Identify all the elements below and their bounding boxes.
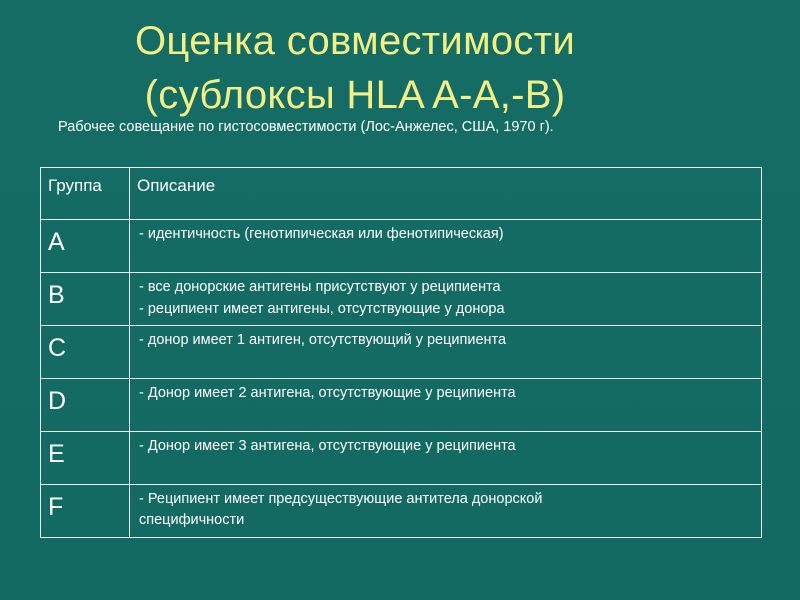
description-line: специфичности [139,512,245,528]
description-line: - реципиент имеет антигены, отсутствующие у донора [139,301,505,317]
table-row [41,379,762,432]
description-line: - Донор имеет 3 антигена, отсутствующие у реципиента [139,438,516,454]
group-cell [41,326,130,379]
table-row [41,326,762,379]
description-cell [130,220,762,273]
table-row [41,432,762,485]
description-line: - донор имеет 1 антиген, отсутствующий у реципиента [139,332,507,348]
group-cell [41,220,130,273]
table-row [41,220,762,273]
group-cell [41,273,130,326]
group-label: E [48,440,65,468]
slide-title-line-2: (сублоксы HLA A-A,-B) [144,73,566,117]
table-row [41,485,762,538]
group-cell [41,485,130,538]
description-line: - все донорские антигены присутствуют у реципиента [139,279,501,295]
description-cell [130,485,762,538]
description-cell [130,379,762,432]
description-line: - идентичность (генотипическая или фенотипическая) [139,226,504,242]
header-description [130,168,762,220]
group-label: A [48,228,65,256]
slide-title-line-1: Оценка совместимости [135,19,575,63]
description-cell [130,326,762,379]
description-cell [130,432,762,485]
header-description-label: Описание [137,176,216,195]
group-label: B [48,281,65,309]
table-row [41,273,762,326]
table-header-row [41,168,762,220]
compatibility-table [40,167,762,538]
group-label: D [48,387,67,415]
description-line: - Реципиент имеет предсуществующие антитела донорской [139,491,543,507]
group-label: F [48,493,64,521]
slide-subtitle: Рабочее совещание по гистосовместимости (Лос-Анжелес, США, 1970 г). [58,119,554,135]
group-cell [41,432,130,485]
header-group-label: Группа [48,176,102,195]
header-group [41,168,130,220]
group-label: C [48,334,67,362]
description-line: - Донор имеет 2 антигена, отсутствующие у реципиента [139,385,516,401]
group-cell [41,379,130,432]
description-cell [130,273,762,326]
